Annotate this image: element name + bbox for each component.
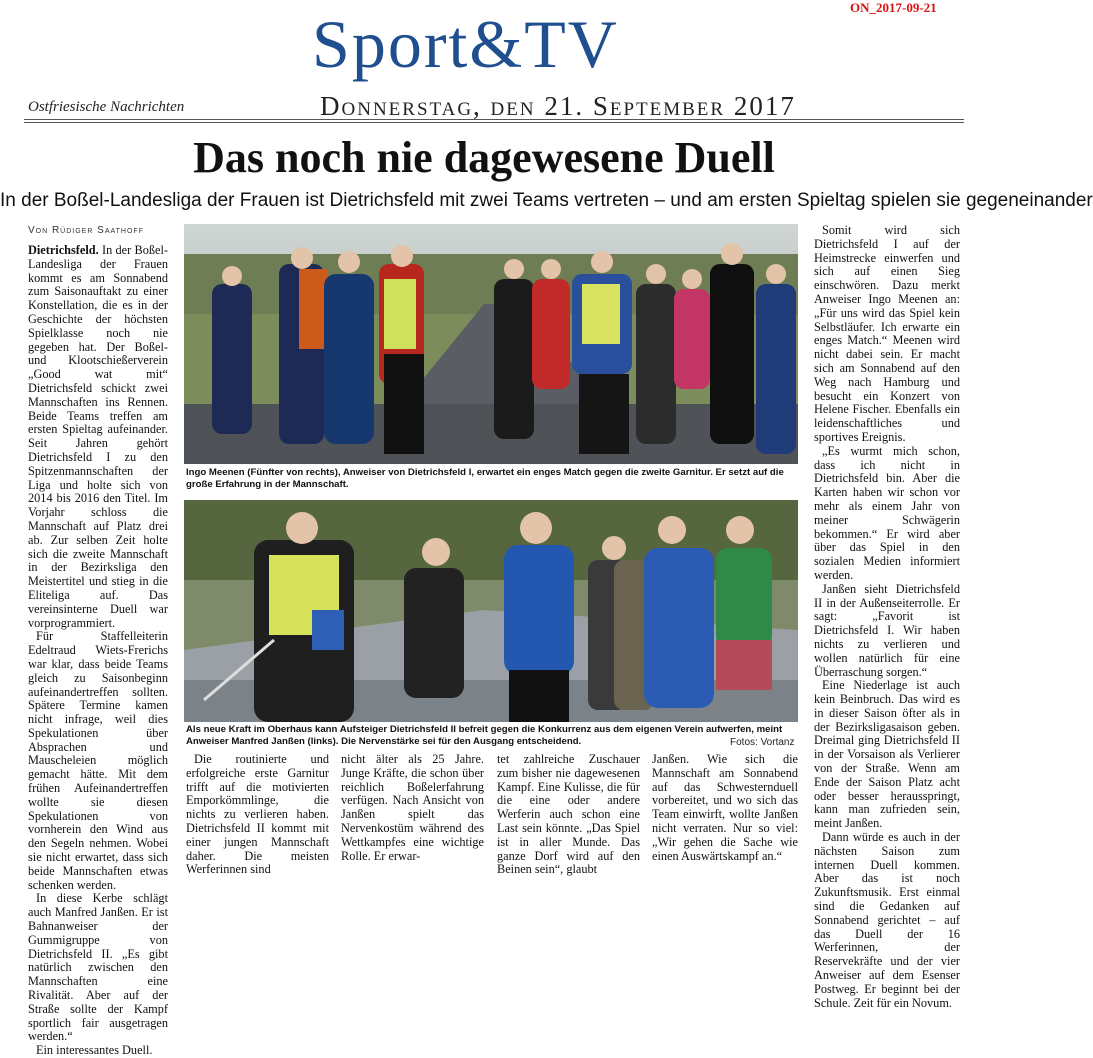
photo-credit: Fotos: Vortanz [730, 737, 795, 748]
section-title: Sport&TV [312, 6, 619, 82]
divider-rule [24, 119, 964, 120]
paragraph: Ein interessantes Duell. [36, 1043, 153, 1058]
article-column-5 [652, 752, 798, 863]
article-column-4 [497, 752, 640, 877]
article-column-2 [186, 752, 329, 877]
paragraph: Janßen sieht Dietrichsfeld II in der Außenseiterrolle. Er sagt: „Favorit ist Dietrichsfeld I. Wir haben nichts zu verlieren und wollen natürlich für eine Überraschung sorgen.“ [814, 581, 960, 679]
photo-team-two-image [184, 500, 798, 722]
edition-tag: ON_2017-09-21 [850, 0, 937, 15]
headline: Das noch nie dagewesene Duell [193, 133, 775, 182]
paragraph: Janßen. Wie sich die Mannschaft am Sonnabend auf das Schwesternduell vorbereitet, und wo sich das Team einwirft, wollte Janßen nicht verraten. Nur so viel: „Wir gehen die Sache wie einen Auswärtskampf an.“ [652, 752, 798, 863]
article-column-6 [814, 223, 960, 1010]
article-column-1 [28, 243, 168, 1058]
photo-team-one-caption: Ingo Meenen (Fünfter von rechts), Anweiser von Dietrichsfeld I, erwartet ein enges Match gegen die zweite Garnitur. Er setzt auf die große Erfahrung in der Mannschaft. [186, 467, 784, 490]
photo-team-one [184, 224, 798, 464]
paragraph: Eine Niederlage ist auch kein Beinbruch. Das wird es in dieser Saison öfter als in der Bezirksligasaison geben. Dreimal ging Dietrichsfeld II in der Vorsaison als Verlierer von der Straße. Wenn am Ende der Saison Platz acht oder besser herausspringt, kann man zufrieden sein, meint Janßen. [814, 678, 960, 831]
paragraph: Für Staffelleiterin Edeltraud Wiets-Frerichs war klar, dass beide Teams gleich zu Saisonbeginn aufeinandertreffen sollten. Spätere Termine kamen nicht infrage, weil dies Spekulationen über Absprachen und Mauscheleien möglich gemacht hätte. Mit dem frühen Aufeinandertreffen wollte sie diesen Spekulationen von vornherein den Wind aus den Segeln nehmen. Wobei sie nicht erwartet, dass sich beide Mannschaften etwas schenken werden. [28, 629, 168, 892]
paper-name: Ostfriesische Nachrichten [28, 99, 185, 115]
author-byline: Von Rüdiger Saathoff [28, 225, 144, 236]
divider-rule [24, 122, 964, 123]
photo-team-two [184, 500, 798, 722]
photo-team-two-caption: Als neue Kraft im Oberhaus kann Aufsteiger Dietrichsfeld II befreit gegen die Konkurrenz aus dem eigenen Verein aufwerfen, meint Anweiser Manfred Janßen (links). Die Nervenstärke sei für den Ausgang entscheidend. [186, 724, 783, 747]
subheadline: In der Boßel-Landesliga der Frauen ist Dietrichsfeld mit zwei Teams vertreten – und am ersten Spieltag spielen sie gegeneinander [0, 190, 1093, 211]
paragraph: tet zahlreiche Zuschauer zum bisher nie dagewesenen Kampf. Eine Kulisse, die für die eine oder andere Werferin auch schon eine Last sein könnte. „Das Spiel ist in aller Munde. Das ganze Dorf wird auf den Beinen sein“, glaubt [497, 752, 640, 877]
section-masthead [312, 0, 832, 88]
paragraph: Dann würde es auch in der nächsten Saison zum internen Duell kommen. Aber das ist noch Zukunftsmusik. Erst einmal sind die Gedanken auf Sonnabend gerichtet – auf das Duell der 16 Werferinnen, der Reservekräfte und der vier Anweiser auf dem Esenser Postweg. Er beginnt bei der Schule. Zeit für ein Novum. [814, 830, 960, 1010]
photo-team-one-image [184, 224, 798, 464]
paragraph: In diese Kerbe schlägt auch Manfred Janßen. Er ist Bahnanweiser der Gummigruppe von Dietrichsfeld II. „Es gibt natürlich zwischen den Mannschaften eine Rivalität. Aber auf der Straße sollte der Kampf sportlich fair ausgetragen werden.“ [28, 891, 168, 1044]
paragraph-text: In der Boßel-Landesliga der Frauen kommt es am Sonnabend zum Saisonauftakt zu einer Konstellation, die es in der Geschichte der höchsten Spielklasse noch nie gegeben hat. Der Boßel- und Klootschießerverein „Good wat mit“ Dietrichsfeld schickt zwei Mannschaften ins Rennen. Beide Teams treffen am ersten Spieltag aufeinander. Seit Jahren gehört Dietrichsfeld I zu den Spitzenmannschaften der Liga und holte sich von 2014 bis 2016 den Titel. Im Vorjahr schloss die Mannschaft auf Platz drei ab. Zur selben Zeit holte sich die zweite Mannschaft in der Bezirksliga den Meistertitel und stieg in die Eliteliga auf. Das vereinsinterne Duell war vorprogrammiert. [28, 243, 168, 630]
paragraph: nicht älter als 25 Jahre. Junge Kräfte, die schon über reichlich Boßelerfahrung verfügen. Nach Ansicht von Janßen spielt das Nervenkostüm während des Wettkampfes eine wichtige Rolle. Er erwar- [341, 752, 484, 863]
paragraph: „Es wurmt mich schon, dass ich nicht in Dietrichsfeld bin. Aber die Karten haben wir schon vor mehr als einem Jahr von meiner Schwägerin bekommen.“ Er wird aber über das Spiel in den sozialen Medien informiert werden. [814, 443, 960, 582]
dateline: Donnerstag, den 21. September 2017 [320, 91, 796, 121]
paragraph: Die routinierte und erfolgreiche erste Garnitur trifft auf die motivierten Emporkömmlinge, die nichts zu verlieren haben. Dietrichsfeld II kommt mit einer jungen Mannschaft daher. Die meisten Werferinnen sind [186, 752, 329, 877]
paragraph [28, 244, 168, 630]
paragraph: Somit wird sich Dietrichsfeld I auf der Heimstrecke einwerfen und sich auf einen Sieg einschwören. Dazu merkt Anweiser Ingo Meenen an: „Für uns wird das Spiel kein Selbstläufer. Ich erwarte ein enges Match.“ Meenen wird nicht dabei sein. Er macht sich am Sonnabend auf den Weg nach Hamburg und besucht ein Konzert von Helene Fischer. Ebenfalls ein leidenschaftliches und sportives Ereignis. [814, 223, 960, 444]
place-name: Dietrichsfeld. [28, 243, 99, 257]
article-column-3 [341, 752, 484, 863]
